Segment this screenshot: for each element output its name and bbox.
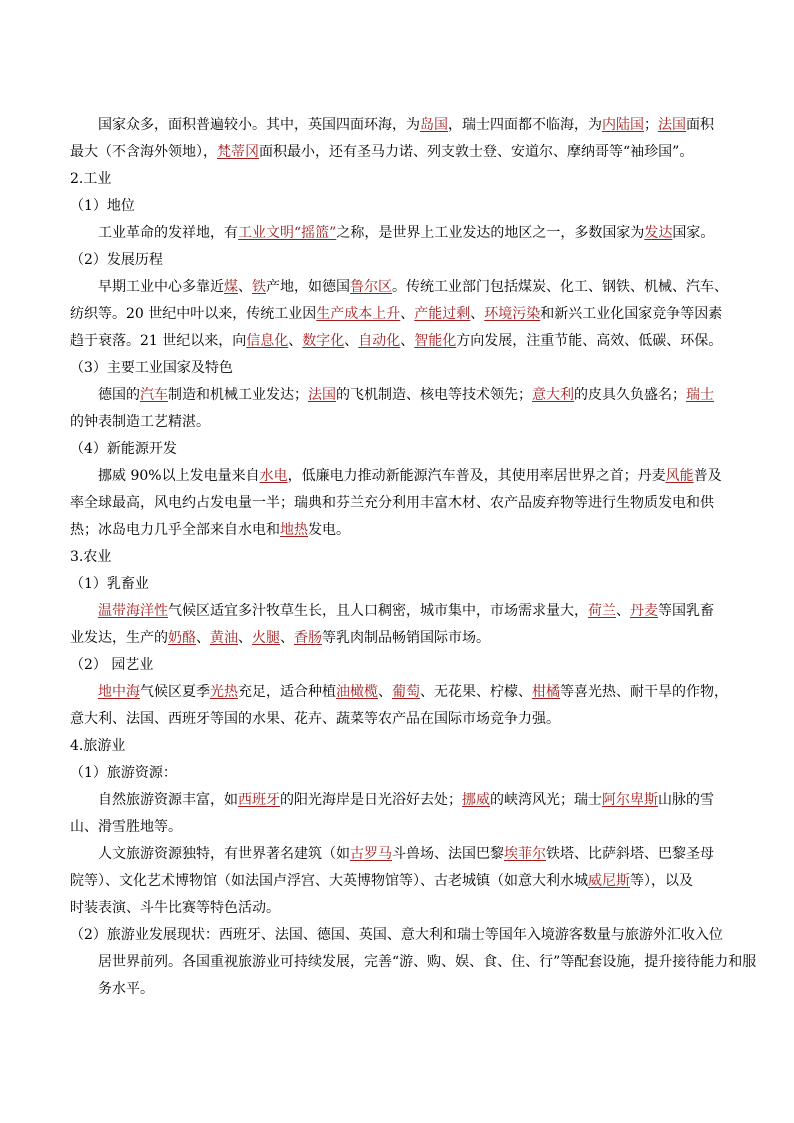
key-term: 煤	[224, 279, 238, 295]
text-segment: 早期工业中心多靠近	[98, 279, 224, 295]
text-segment: 、无花果、柠檬、	[420, 684, 532, 700]
text-line	[70, 841, 730, 868]
text-segment: 热；冰岛电力几乎全部来自水电和	[70, 522, 280, 538]
text-segment: 、	[470, 306, 485, 322]
text-segment: 制造和机械工业发达；	[168, 387, 308, 403]
text-segment: 的钟表制造工艺精湛。	[70, 414, 210, 430]
key-term: 地热	[280, 522, 308, 538]
key-term: 信息化	[246, 333, 289, 349]
text-line	[70, 787, 730, 814]
text-line	[70, 220, 730, 247]
key-term: 火腿	[252, 630, 280, 646]
text-segment: 、	[378, 684, 392, 700]
key-term: 智能化	[414, 333, 457, 349]
text-line	[70, 328, 730, 355]
text-segment: 面积最小，还有圣马力诺、列支敦士登、安道尔、摩纳哥等“袖珍国”。	[259, 144, 694, 160]
text-segment: 、	[238, 630, 252, 646]
text-segment: ；	[644, 117, 658, 133]
text-line	[70, 544, 730, 571]
key-term: 梵蒂冈	[217, 144, 259, 160]
text-segment: 。传统工业部门包括煤炭、化工、钢铁、机械、汽车、	[392, 279, 728, 295]
text-line	[70, 490, 730, 517]
text-segment: ，低廉电力推动新能源汽车普及，其使用率居世界之首；丹麦	[287, 468, 666, 484]
text-segment: （2） 园艺业	[70, 657, 154, 673]
key-term: 岛国	[420, 117, 448, 133]
text-segment: 山、滑雪胜地等。	[70, 819, 182, 835]
text-segment: （1）乳畜业	[70, 576, 149, 592]
text-line	[70, 733, 730, 760]
text-segment: 居世界前列。各国重视旅游业可持续发展，完善“游、购、娱、食、住、行”等配套设施，提升接待能力和服	[98, 954, 757, 970]
text-segment: ，瑞士四面都不临海，为	[448, 117, 602, 133]
text-line	[70, 139, 730, 166]
key-term: 环境污染	[484, 306, 541, 322]
text-segment: （2）旅游业发展现状：西班牙、法国、德国、英国、意大利和瑞士等国年入境游客数量与旅游外汇收入位	[70, 927, 723, 943]
text-line	[70, 652, 730, 679]
text-segment: 自然旅游资源丰富，如	[98, 792, 238, 808]
key-term: 柑橘	[532, 684, 560, 700]
text-segment: （4）新能源开发	[70, 441, 177, 457]
key-term: 瑞士	[686, 387, 714, 403]
key-term: 自动化	[358, 333, 401, 349]
text-segment: 充足，适合种植	[238, 684, 336, 700]
text-line	[70, 760, 730, 787]
text-segment: 普及	[693, 468, 722, 484]
text-line	[70, 598, 730, 625]
text-segment: 国家众多，面积普遍较小。其中，英国四面环海，为	[98, 117, 420, 133]
key-term: 意大利	[532, 387, 574, 403]
text-segment: 、	[616, 603, 630, 619]
text-segment: 等乳肉制品畅销国际市场。	[322, 630, 490, 646]
text-segment: 山脉的雪	[658, 792, 714, 808]
key-term: 法国	[658, 117, 686, 133]
document-page	[70, 112, 757, 1003]
key-term: 产能过剩	[414, 306, 471, 322]
text-segment: 、	[400, 306, 415, 322]
text-segment: 发电。	[308, 522, 350, 538]
text-segment: 工业革命的发祥地，有	[98, 225, 238, 241]
text-line	[70, 976, 730, 1003]
key-term: 香肠	[294, 630, 322, 646]
key-term: 汽车	[140, 387, 168, 403]
text-segment: 等喜光热、耐干旱的作物，	[560, 684, 728, 700]
text-line	[70, 382, 730, 409]
text-segment: 意大利、法国、西班牙等国的水果、花卉、蔬菜等农产品在国际市场竞争力强。	[70, 711, 560, 727]
key-term: 温带海洋性	[98, 603, 168, 619]
text-segment: 的阳光海岸是日光浴好去处；	[280, 792, 462, 808]
text-line	[70, 625, 730, 652]
text-line	[70, 193, 730, 220]
key-term: 鲁尔区	[350, 279, 392, 295]
text-segment: 方向发展，注重节能、高效、低碳、环保。	[456, 333, 723, 349]
text-line	[70, 247, 730, 274]
text-line	[70, 922, 730, 949]
text-line	[70, 868, 730, 895]
text-segment: 铁塔、比萨斜塔、巴黎圣母	[546, 846, 714, 862]
text-segment: 、	[196, 630, 210, 646]
key-term: 地中海	[98, 684, 140, 700]
text-segment: 4.旅游业	[70, 738, 126, 754]
key-term: 奶酪	[168, 630, 196, 646]
text-segment: 的飞机制造、核电等技术领先；	[336, 387, 532, 403]
key-term: 葡萄	[392, 684, 420, 700]
key-term: 古罗马	[350, 846, 392, 862]
text-segment: 产地，如德国	[266, 279, 350, 295]
text-line	[70, 517, 730, 544]
text-segment: （1）地位	[70, 198, 135, 214]
text-segment: 2.工业	[70, 171, 112, 187]
text-line	[70, 112, 730, 139]
key-term: 埃菲尔	[504, 846, 546, 862]
key-term: 水电	[259, 468, 288, 484]
key-term: 威尼斯	[588, 873, 630, 889]
text-segment: 国家。	[672, 225, 715, 241]
text-line	[70, 949, 757, 976]
key-term: 发达	[644, 225, 673, 241]
text-segment: 等），以及	[630, 873, 693, 889]
text-segment: 人文旅游资源独特，有世界著名建筑（如	[98, 846, 350, 862]
text-line	[70, 706, 730, 733]
text-segment: 的峡湾风光；瑞士	[490, 792, 602, 808]
key-term: 内陆国	[602, 117, 644, 133]
text-segment: 最大（不含海外领地），	[70, 144, 217, 160]
text-line	[70, 166, 730, 193]
key-term: 工业文明“摇篮”	[238, 225, 337, 241]
text-segment: 斗兽场、法国巴黎	[392, 846, 504, 862]
text-line	[70, 814, 730, 841]
text-segment: 、	[288, 333, 303, 349]
text-segment: 业发达，生产的	[70, 630, 168, 646]
text-segment: 、	[280, 630, 294, 646]
text-segment: 面积	[686, 117, 714, 133]
text-segment: 之称，是世界上工业发达的地区之一，多数国家为	[336, 225, 645, 241]
key-term: 光热	[210, 684, 238, 700]
text-segment: 率全球最高，风电约占发电量一半；瑞典和芬兰充分利用丰富木材、农产品废弃物等进行生物质发电和供	[70, 495, 714, 511]
text-segment: 、	[238, 279, 252, 295]
text-segment: 、	[344, 333, 359, 349]
text-segment: 气候区适宜多汁牧草生长，且人口稠密，城市集中，市场需求量大，	[168, 603, 588, 619]
text-line	[70, 571, 730, 598]
key-term: 风能	[665, 468, 694, 484]
key-term: 生产成本上升	[316, 306, 401, 322]
text-segment: 德国的	[98, 387, 140, 403]
key-term: 法国	[308, 387, 336, 403]
text-segment: 趋于衰落。21 世纪以来，向	[70, 333, 247, 349]
text-segment: 3.农业	[70, 549, 112, 565]
text-segment: 时装表演、斗牛比赛等特色活动。	[70, 900, 280, 916]
text-line	[70, 301, 730, 328]
text-line	[70, 679, 730, 706]
text-segment: 的皮具久负盛名；	[574, 387, 686, 403]
text-line	[70, 355, 730, 382]
text-segment: 挪威 90%以上发电量来自	[98, 468, 260, 484]
text-segment: 和新兴工业化国家竞争等因素	[540, 306, 723, 322]
text-segment: 等国乳畜	[658, 603, 714, 619]
text-line	[70, 463, 730, 490]
key-term: 数字化	[302, 333, 345, 349]
text-segment: 院等）、文化艺术博物馆（如法国卢浮宫、大英博物馆等）、古老城镇（如意大利水城	[70, 873, 588, 889]
text-line	[70, 274, 730, 301]
key-term: 西班牙	[238, 792, 280, 808]
text-line	[70, 409, 730, 436]
key-term: 阿尔卑斯	[602, 792, 658, 808]
key-term: 铁	[252, 279, 266, 295]
key-term: 荷兰	[588, 603, 616, 619]
text-segment: 务水平。	[98, 981, 154, 997]
key-term: 黄油	[210, 630, 238, 646]
key-term: 油橄榄	[336, 684, 378, 700]
text-line	[70, 436, 730, 463]
text-segment: （1）旅游资源：	[70, 765, 177, 781]
text-segment: （2）发展历程	[70, 252, 163, 268]
key-term: 丹麦	[630, 603, 658, 619]
text-segment: （3）主要工业国家及特色	[70, 360, 233, 376]
text-segment: 、	[400, 333, 415, 349]
text-segment: 气候区夏季	[140, 684, 210, 700]
text-line	[70, 895, 730, 922]
key-term: 挪威	[462, 792, 490, 808]
text-segment: 纺织等。20 世纪中叶以来，传统工业因	[70, 306, 317, 322]
